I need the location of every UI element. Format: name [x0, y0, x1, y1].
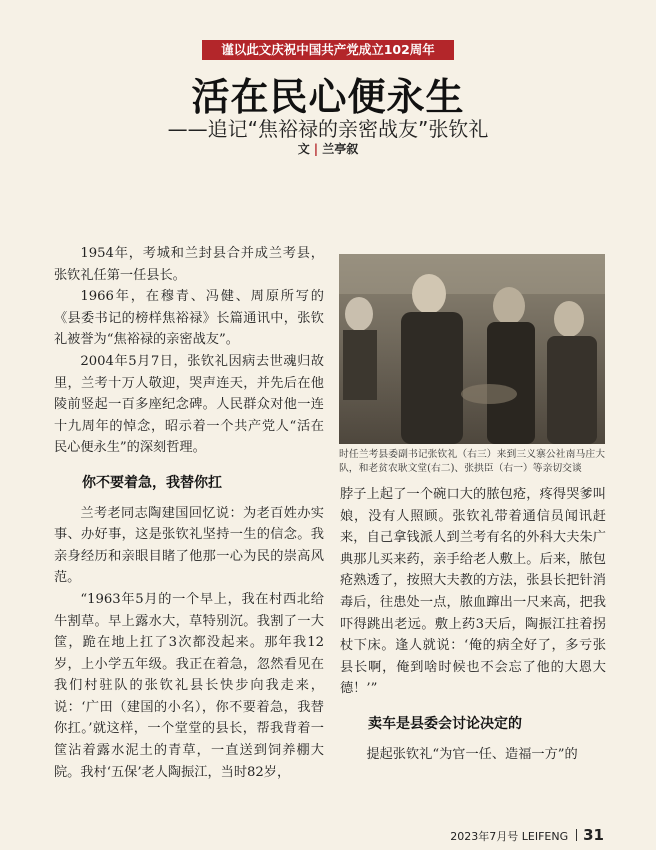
page-number: 31 — [583, 826, 604, 844]
paragraph: 兰考老同志陶建国回忆说：为老百姓办实事、办好事，这是张钦礼坚持一生的信念。我亲身经历和亲眼目睹了他那一心为民的崇高风范。 — [54, 505, 324, 586]
byline-separator: | — [313, 142, 319, 156]
section-heading: 你不要着急，我替你扛 — [82, 474, 222, 491]
section-heading: 卖车是县委会讨论决定的 — [368, 715, 522, 732]
byline — [0, 140, 656, 157]
photo-illustration — [339, 254, 605, 444]
footer-divider — [576, 829, 577, 841]
paragraph: “1963年5月的一个早上，我在村西北给牛割草。早上露水大，草特别沉。我割了一大筐，跪在地上扛了3次都没起来。那年我12岁，上小学五年级。我正在着急，忽然看见在我们村驻队的张钦礼县长快步向我走来，说：‘广田（建国的小名），你不要着急，我替你扛。’就这样，一个堂堂的县长，帮我背着一筐沾着露水泥土的青草，一直送到饲养棚大院。我村‘五保’老人陶振江，当时82岁， — [54, 591, 324, 780]
article-subtitle: ——追记“焦裕禄的亲密战友”张钦礼 — [167, 117, 489, 141]
dedication-banner: 谨以此文庆祝中国共产党成立102周年 — [202, 40, 454, 60]
photo-caption: 时任兰考县委副书记张钦礼（右三）来到三义寨公社南马庄大队，和老贫农耿文堂(右二)、张拱臣（右一）等亲切交谈 — [339, 449, 605, 474]
left-column — [54, 243, 324, 783]
historical-photo — [339, 254, 605, 444]
page-footer — [450, 826, 604, 844]
article-title: 活在民心便永生 — [191, 75, 465, 119]
paragraph: 提起张钦礼“为官一任、造福一方”的 — [366, 746, 578, 762]
byline-author: 兰亭叙 — [322, 142, 359, 156]
paragraph: 2004年5月7日，张钦礼因病去世魂归故里，兰考十万人敬迎，哭声连天，并先后在他陵前竖起一百多座纪念碑。人民群众对他一连十九周年的悼念，昭示着一个共产党人“活在民心便永生”的深刻哲理。 — [54, 353, 324, 456]
paragraph: 1966年，在穆青、冯健、周原所写的《县委书记的榜样焦裕禄》长篇通讯中，张钦礼被誉为“焦裕禄的亲密战友”。 — [54, 289, 324, 348]
issue-label: 2023年7月号 LEIFENG — [450, 830, 569, 843]
paragraph: 脖子上起了一个碗口大的脓包疮，疼得哭爹叫娘，没有人照顾。张钦礼带着通信员闻讯赶来，自己拿钱派人到兰考有名的外科大夫朱广典那儿买来药，亲手给老人敷上。后来，脓包疮熟透了，按照大夫教的方法，张县长把针消毒后，往患处一点，脓血蹿出一尺来高，把我吓得跳出老远。敷上药3天后，陶振江拄着拐杖下床。逢人就说：‘俺的病全好了，多亏张县长啊，俺到啥时候也不会忘了他的大恩大德！’” — [340, 487, 606, 697]
byline-prefix: 文 — [297, 142, 310, 156]
right-column — [340, 484, 606, 765]
paragraph: 1954年，考城和兰封县合并成兰考县，张钦礼任第一任县长。 — [54, 246, 324, 283]
